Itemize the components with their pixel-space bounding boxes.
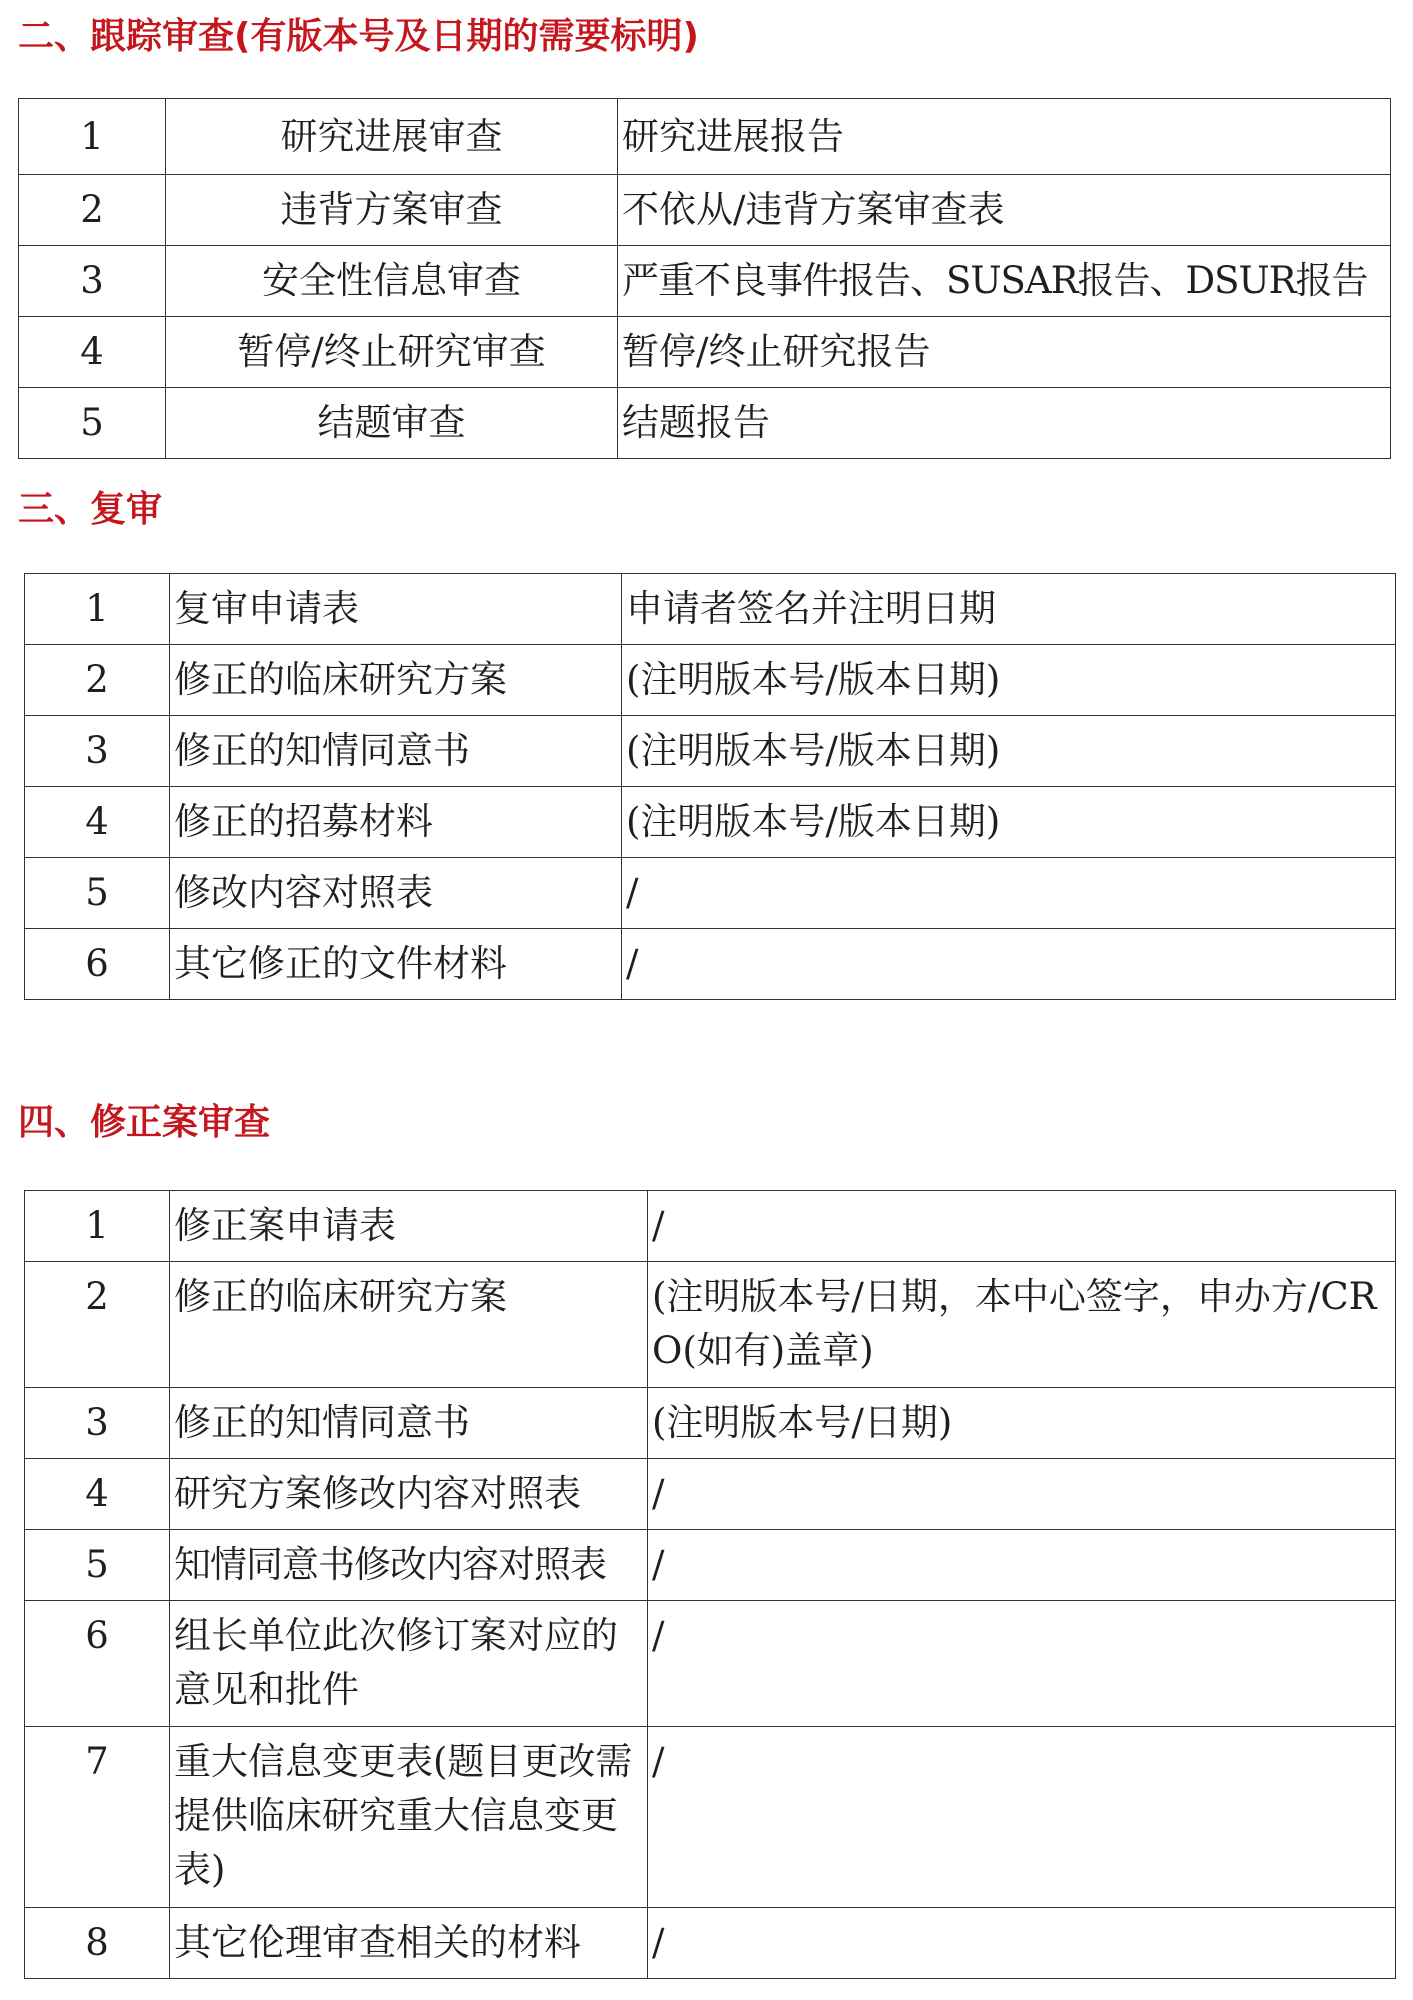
table-row: [25, 1727, 1396, 1908]
document-item: 组长单位此次修订案对应的意见和批件: [170, 1601, 648, 1727]
table-row: [25, 1191, 1396, 1262]
table-row: [19, 388, 1391, 459]
required-material: 严重不良事件报告、SUSAR报告、DSUR报告: [618, 246, 1391, 317]
table-row: [19, 317, 1391, 388]
document-note: /: [648, 1601, 1396, 1727]
table-row: [25, 1530, 1396, 1601]
required-material: 不依从/违背方案审查表: [618, 175, 1391, 246]
section-3-title: 三、复审: [18, 489, 163, 530]
review-type: 安全性信息审查: [166, 246, 618, 317]
row-number: 4: [25, 1459, 170, 1530]
document-item: 修正的招募材料: [170, 787, 622, 858]
document-item: 其它修正的文件材料: [170, 929, 622, 1000]
table-row: [25, 929, 1396, 1000]
required-material: 结题报告: [618, 388, 1391, 459]
document-note: (注明版本号/版本日期): [622, 716, 1396, 787]
row-number: 3: [25, 716, 170, 787]
table-row: [25, 1601, 1396, 1727]
table-row: [25, 1262, 1396, 1388]
required-material: 暂停/终止研究报告: [618, 317, 1391, 388]
table-row: [19, 246, 1391, 317]
review-type: 违背方案审查: [166, 175, 618, 246]
required-material: 研究进展报告: [618, 99, 1391, 175]
row-number: 1: [19, 99, 166, 175]
document-note: (注明版本号/日期): [648, 1388, 1396, 1459]
document-item: 知情同意书修改内容对照表: [170, 1530, 648, 1601]
document-note: (注明版本号/版本日期): [622, 787, 1396, 858]
document-item: 重大信息变更表(题目更改需提供临床研究重大信息变更表): [170, 1727, 648, 1908]
row-number: 1: [25, 1191, 170, 1262]
row-number: 4: [19, 317, 166, 388]
row-number: 5: [25, 1530, 170, 1601]
document-note: /: [648, 1191, 1396, 1262]
table-row: [25, 787, 1396, 858]
document-item: 复审申请表: [170, 574, 622, 645]
row-number: 2: [25, 1262, 170, 1388]
row-number: 6: [25, 929, 170, 1000]
table-row: [19, 175, 1391, 246]
document-item: 修正的临床研究方案: [170, 645, 622, 716]
document-note: /: [622, 929, 1396, 1000]
row-number: 6: [25, 1601, 170, 1727]
table-row: [19, 99, 1391, 175]
row-number: 2: [19, 175, 166, 246]
table-row: [25, 858, 1396, 929]
table-row: [25, 645, 1396, 716]
document-note: /: [648, 1908, 1396, 1979]
document-note: 申请者签名并注明日期: [622, 574, 1396, 645]
row-number: 7: [25, 1727, 170, 1908]
re-review-table: [24, 573, 1396, 1000]
table-row: [25, 1388, 1396, 1459]
document-note: /: [648, 1459, 1396, 1530]
row-number: 4: [25, 787, 170, 858]
document-item: 修正的知情同意书: [170, 1388, 648, 1459]
row-number: 1: [25, 574, 170, 645]
section-4-title: 四、修正案审查: [18, 1102, 271, 1143]
document-note: /: [648, 1727, 1396, 1908]
row-number: 3: [25, 1388, 170, 1459]
row-number: 3: [19, 246, 166, 317]
row-number: 5: [25, 858, 170, 929]
row-number: 2: [25, 645, 170, 716]
document-item: 其它伦理审查相关的材料: [170, 1908, 648, 1979]
table-row: [25, 1908, 1396, 1979]
row-number: 8: [25, 1908, 170, 1979]
row-number: 5: [19, 388, 166, 459]
document-item: 修正的知情同意书: [170, 716, 622, 787]
table-row: [25, 1459, 1396, 1530]
table-row: [25, 716, 1396, 787]
amendment-review-table: [24, 1190, 1396, 1979]
document-note: /: [622, 858, 1396, 929]
section-2-title: 二、跟踪审查(有版本号及日期的需要标明): [18, 16, 699, 57]
tracking-review-table: [18, 98, 1391, 459]
review-type: 结题审查: [166, 388, 618, 459]
review-type: 研究进展审查: [166, 99, 618, 175]
document-note: (注明版本号/日期，本中心签字，申办方/CRO(如有)盖章): [648, 1262, 1396, 1388]
document-note: /: [648, 1530, 1396, 1601]
document-note: (注明版本号/版本日期): [622, 645, 1396, 716]
document-item: 修改内容对照表: [170, 858, 622, 929]
document-item: 修正案申请表: [170, 1191, 648, 1262]
table-row: [25, 574, 1396, 645]
document-item: 研究方案修改内容对照表: [170, 1459, 648, 1530]
document-item: 修正的临床研究方案: [170, 1262, 648, 1388]
review-type: 暂停/终止研究审查: [166, 317, 618, 388]
